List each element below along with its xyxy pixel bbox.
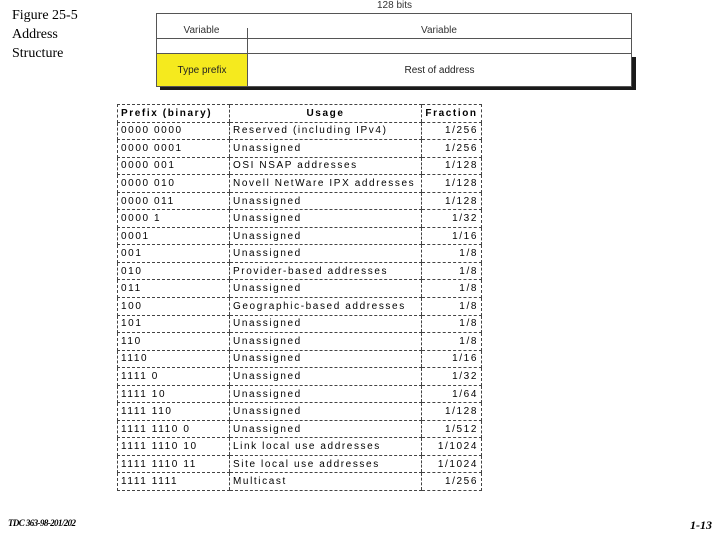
fraction-cell: 1/32 (422, 210, 482, 228)
field1-label: Variable (183, 25, 220, 36)
usage-cell: Multicast (230, 473, 422, 491)
table-row (118, 192, 482, 210)
prefix-cell: 001 (118, 245, 230, 263)
usage-cell: Site local use addresses (230, 455, 422, 473)
field1-arrow (156, 38, 247, 39)
table-header-row (118, 105, 482, 123)
prefix-cell: 0000 010 (118, 175, 230, 193)
usage-cell: Unassigned (230, 350, 422, 368)
table-row (118, 298, 482, 316)
box-shadow-right (632, 57, 636, 90)
prefix-cell: 1111 1110 0 (118, 420, 230, 438)
prefix-cell: 0001 (118, 227, 230, 245)
fraction-cell: 1/8 (422, 298, 482, 316)
table-row (118, 210, 482, 228)
fraction-cell: 1/512 (422, 420, 482, 438)
fraction-cell: 1/128 (422, 157, 482, 175)
table-row (118, 227, 482, 245)
table-row (118, 140, 482, 158)
fraction-cell: 1/256 (422, 122, 482, 140)
table-row (118, 333, 482, 351)
table-row (118, 455, 482, 473)
prefix-cell: 100 (118, 298, 230, 316)
fraction-cell: 1/128 (422, 192, 482, 210)
usage-cell: Reserved (including IPv4) (230, 122, 422, 140)
caption-line-3: Structure (12, 46, 64, 61)
usage-cell: Unassigned (230, 403, 422, 421)
table-row (118, 420, 482, 438)
usage-cell: Geographic-based addresses (230, 298, 422, 316)
prefix-cell: 1110 (118, 350, 230, 368)
prefix-cell: 0000 011 (118, 192, 230, 210)
prefix-cell: 1111 0 (118, 368, 230, 386)
usage-cell: Unassigned (230, 368, 422, 386)
rest-of-address-box: Rest of address (247, 53, 632, 87)
fraction-cell: 1/128 (422, 403, 482, 421)
fraction-cell: 1/8 (422, 280, 482, 298)
table-row (118, 122, 482, 140)
fraction-cell: 1/8 (422, 333, 482, 351)
caption-line-2: Address (12, 27, 58, 42)
usage-cell: Unassigned (230, 140, 422, 158)
usage-cell: Unassigned (230, 385, 422, 403)
fraction-cell: 1/256 (422, 140, 482, 158)
prefix-cell: 0000 1 (118, 210, 230, 228)
usage-cell: Unassigned (230, 280, 422, 298)
usage-cell: Unassigned (230, 245, 422, 263)
prefix-cell: 0000 0001 (118, 140, 230, 158)
figure-caption (12, 6, 122, 63)
prefix-cell: 1111 1110 11 (118, 455, 230, 473)
column-header-prefix: Prefix (binary) (118, 105, 230, 123)
fraction-cell: 1/32 (422, 368, 482, 386)
fraction-cell: 1/8 (422, 315, 482, 333)
total-bits-label: 128 bits (377, 0, 413, 11)
fraction-cell: 1/16 (422, 227, 482, 245)
usage-cell: OSI NSAP addresses (230, 157, 422, 175)
prefix-cell: 1111 1111 (118, 473, 230, 491)
fraction-cell: 1/16 (422, 350, 482, 368)
usage-cell: Unassigned (230, 315, 422, 333)
prefix-cell: 010 (118, 262, 230, 280)
page-number: 1-13 (690, 518, 712, 532)
field2-label: Variable (421, 25, 457, 36)
table-row (118, 350, 482, 368)
fraction-cell: 1/256 (422, 473, 482, 491)
usage-cell: Unassigned (230, 210, 422, 228)
bits-tick-right (631, 13, 632, 53)
table-row (118, 175, 482, 193)
usage-cell: Provider-based addresses (230, 262, 422, 280)
type-prefix-box: Type prefix (156, 53, 248, 87)
fraction-cell: 1/64 (422, 385, 482, 403)
prefix-cell: 0000 0000 (118, 122, 230, 140)
prefix-cell: 1111 110 (118, 403, 230, 421)
table-row (118, 262, 482, 280)
fraction-cell: 1/8 (422, 262, 482, 280)
table-row (118, 157, 482, 175)
table-row (118, 315, 482, 333)
field2-arrow (247, 38, 631, 39)
prefix-cell: 110 (118, 333, 230, 351)
usage-cell: Unassigned (230, 420, 422, 438)
table-row (118, 403, 482, 421)
usage-cell: Unassigned (230, 333, 422, 351)
fraction-cell: 1/1024 (422, 455, 482, 473)
table-row (118, 473, 482, 491)
prefix-cell: 101 (118, 315, 230, 333)
caption-line-1: Figure 25-5 (12, 8, 78, 23)
box-shadow-bottom (160, 87, 636, 90)
table-row (118, 385, 482, 403)
column-header-fraction: Fraction (422, 105, 482, 123)
course-code-footer: TDC 363-98-201/202 (8, 518, 76, 528)
table-row (118, 438, 482, 456)
fraction-cell: 1/8 (422, 245, 482, 263)
table-row (118, 368, 482, 386)
table-row (118, 245, 482, 263)
usage-cell: Unassigned (230, 192, 422, 210)
usage-cell: Unassigned (230, 227, 422, 245)
usage-cell: Novell NetWare IPX addresses (230, 175, 422, 193)
total-bits-line (156, 13, 632, 14)
prefix-cell: 0000 001 (118, 157, 230, 175)
prefix-cell: 1111 10 (118, 385, 230, 403)
prefix-cell: 1111 1110 10 (118, 438, 230, 456)
fraction-cell: 1/1024 (422, 438, 482, 456)
column-header-usage: Usage (230, 105, 422, 123)
fraction-cell: 1/128 (422, 175, 482, 193)
prefix-cell: 011 (118, 280, 230, 298)
address-structure-diagram (152, 0, 638, 92)
usage-cell: Link local use addresses (230, 438, 422, 456)
table-row (118, 280, 482, 298)
address-allocation-table (117, 104, 482, 491)
